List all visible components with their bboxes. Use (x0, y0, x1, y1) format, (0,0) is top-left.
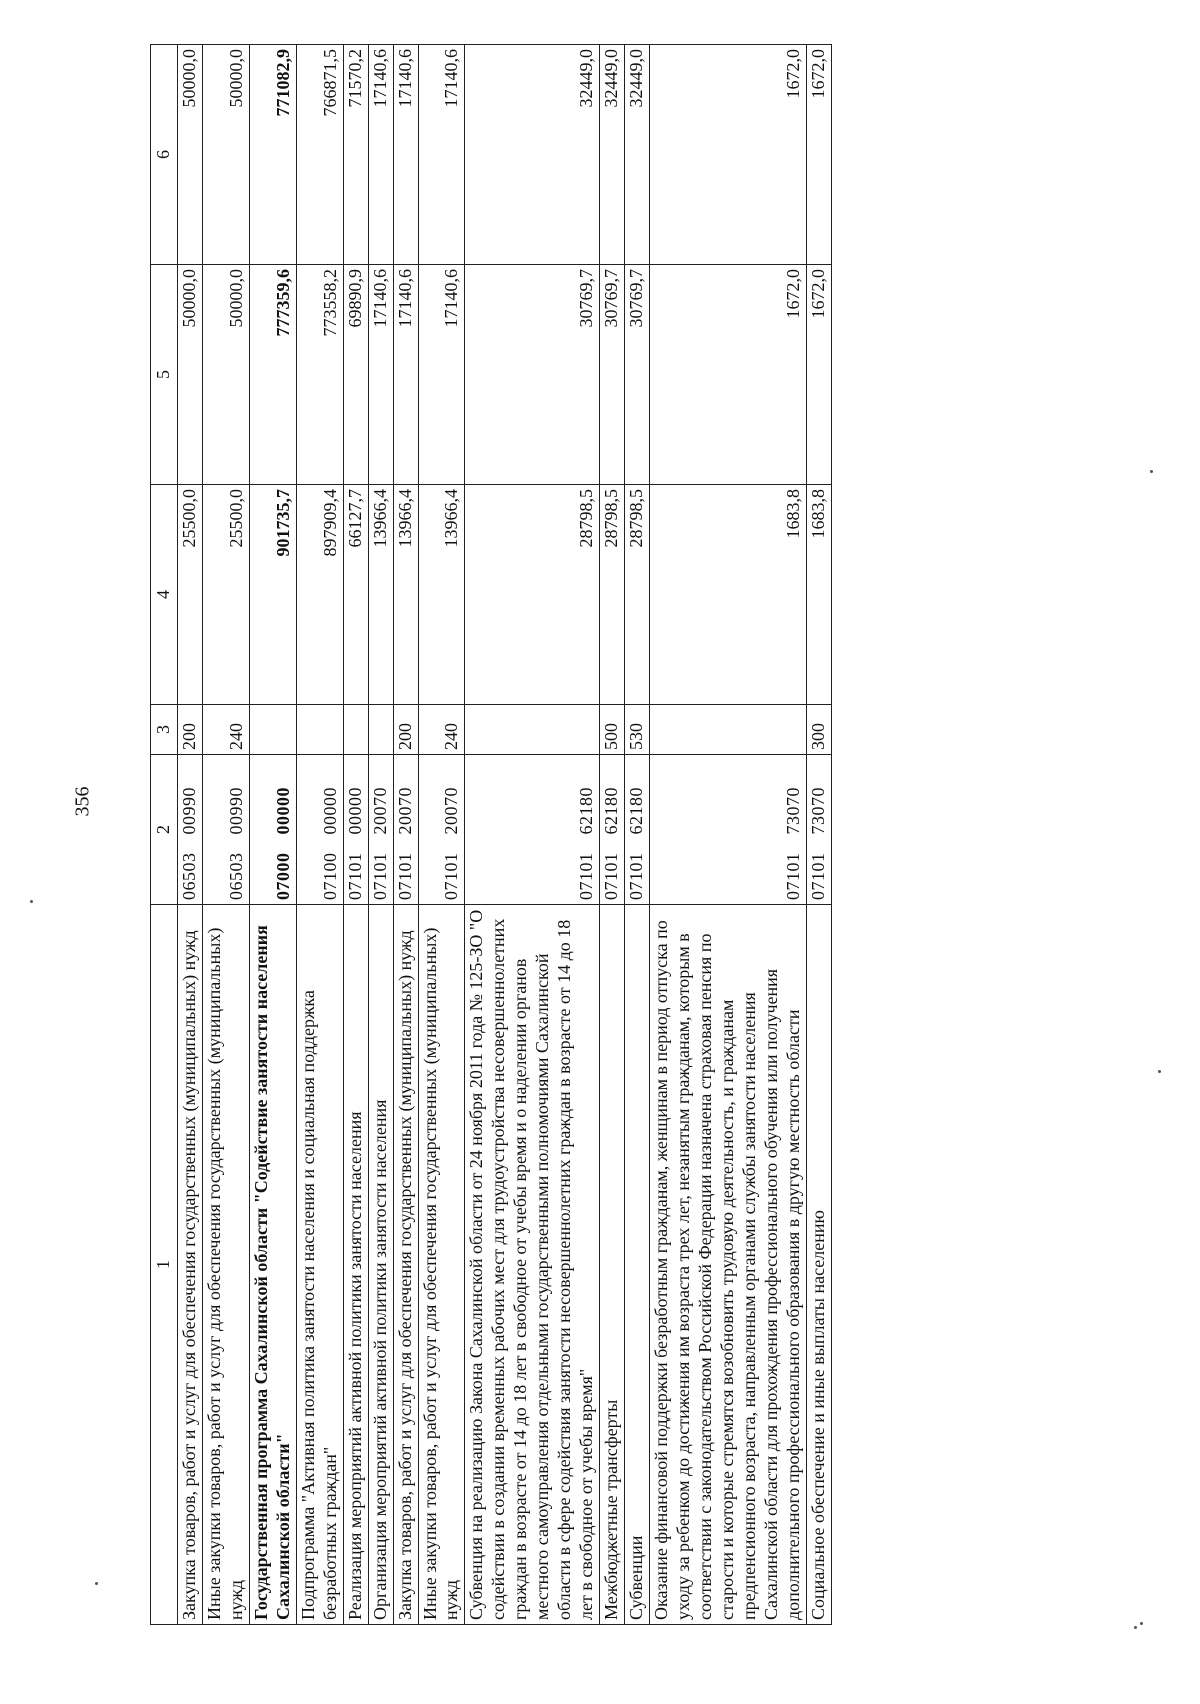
scan-speck (1150, 470, 1153, 473)
header-row (151, 45, 178, 1625)
code-part-2: 62180 (626, 787, 647, 835)
header-col-2: 2 (151, 755, 178, 905)
table-body (178, 45, 832, 1625)
header-col-6: 6 (151, 45, 178, 265)
row-value-col6: 1672,0 (806, 45, 831, 265)
code-part-2: 00000 (319, 787, 340, 835)
row-type-cell: 300 (806, 705, 831, 755)
row-name-cell: Закупка товаров, работ и услуг для обеспечения государственных (муниципальных) нужд (393, 905, 418, 1625)
row-value-col4: 1683,8 (806, 485, 831, 705)
row-name-cell: Оказание финансовой поддержки безработным гражданам, женщинам в период отпуска по уходу за ребенком до достижения им возраста трех лет, незанятым гражданам, которым в соответствии с законодательством Российской Федерации назначена страховая пенсия по старости и которые стремятся возобновить трудовую деятельность, и гражданам предпенсионного возраста, направленным органами службы занятости населения Сахалинской области для прохождения профессионального обучения или получения дополнительного профессионального образования в другую местность области (650, 905, 807, 1625)
row-value-col4: 25500,0 (178, 485, 203, 705)
row-type-cell: 500 (600, 705, 625, 755)
row-value-col5: 30769,7 (600, 265, 625, 485)
row-value-col6: 17140,6 (393, 45, 418, 265)
header-col-1: 1 (151, 905, 178, 1625)
row-value-col5: 1672,0 (806, 265, 831, 485)
row-code-cell (625, 755, 650, 905)
row-value-col4: 25500,0 (202, 485, 249, 705)
row-name-cell: Межбюджетные трансферты (600, 905, 625, 1625)
row-code-cell (368, 755, 393, 905)
row-value-col5: 17140,6 (368, 265, 393, 485)
row-type-cell (650, 705, 807, 755)
row-value-col6: 1672,0 (650, 45, 807, 265)
code-part-2: 73070 (782, 787, 803, 835)
code-part-1: 07101 (576, 852, 597, 900)
code-part-1: 07101 (807, 852, 828, 900)
code-part-2: 00990 (179, 787, 199, 835)
row-value-col6: 32449,0 (625, 45, 650, 265)
row-name-cell: Подпрограмма "Активная политика занятости населения и социальная поддержка безработных граждан" (296, 905, 343, 1625)
row-code-cell (806, 755, 831, 905)
code-part-2: 00990 (225, 787, 246, 835)
row-type-cell: 240 (418, 705, 465, 755)
row-value-col4: 13966,4 (393, 485, 418, 705)
row-code-cell (202, 755, 249, 905)
row-type-cell (368, 705, 393, 755)
row-value-col4: 13966,4 (368, 485, 393, 705)
table-row (600, 45, 625, 1625)
row-value-col6: 32449,0 (600, 45, 625, 265)
code-part-1: 07100 (319, 852, 340, 900)
row-value-col5: 17140,6 (393, 265, 418, 485)
table-row (178, 45, 203, 1625)
code-part-2: 00000 (344, 787, 365, 835)
row-code-cell (465, 755, 600, 905)
table-row (393, 45, 418, 1625)
row-name-cell: Субвенции (625, 905, 650, 1625)
row-type-cell: 200 (178, 705, 203, 755)
row-value-col5: 50000,0 (202, 265, 249, 485)
row-type-cell: 530 (625, 705, 650, 755)
row-name-cell: Закупка товаров, работ и услуг для обеспечения государственных (муниципальных) нужд (178, 905, 203, 1625)
row-value-col6: 71570,2 (343, 45, 368, 265)
row-value-col4: 13966,4 (418, 485, 465, 705)
row-type-cell (343, 705, 368, 755)
row-value-col4: 28798,5 (625, 485, 650, 705)
row-type-cell (296, 705, 343, 755)
code-part-1: 07101 (441, 852, 462, 900)
scan-speck (1134, 1626, 1137, 1629)
row-name-cell: Реализация мероприятий активной политики занятости населения (343, 905, 368, 1625)
code-part-2: 62180 (601, 787, 622, 835)
row-value-col4: 28798,5 (600, 485, 625, 705)
row-value-col6: 17140,6 (368, 45, 393, 265)
table-row (368, 45, 393, 1625)
page-number: 356 (71, 786, 94, 817)
row-name-cell: Иные закупки товаров, работ и услуг для обеспечения государственных (муниципальных) нужд (418, 905, 465, 1625)
code-part-1: 07101 (369, 852, 390, 900)
row-code-cell (600, 755, 625, 905)
row-value-col6: 771082,9 (249, 45, 296, 265)
row-code-cell (178, 755, 203, 905)
code-part-2: 62180 (576, 787, 597, 835)
row-value-col6: 50000,0 (178, 45, 203, 265)
row-value-col6: 50000,0 (202, 45, 249, 265)
code-part-1: 07000 (272, 852, 293, 900)
row-value-col5: 69890,9 (343, 265, 368, 485)
code-part-1: 07101 (782, 852, 803, 900)
code-part-1: 07101 (394, 852, 415, 900)
row-value-col4: 66127,7 (343, 485, 368, 705)
row-value-col5: 30769,7 (625, 265, 650, 485)
table-row (625, 45, 650, 1625)
scan-speck (1140, 1622, 1143, 1625)
row-type-cell (249, 705, 296, 755)
budget-table (150, 44, 832, 1625)
row-type-cell: 240 (202, 705, 249, 755)
row-value-col5: 773558,2 (296, 265, 343, 485)
code-part-2: 20070 (394, 787, 415, 835)
row-value-col6: 17140,6 (418, 45, 465, 265)
row-name-cell: Социальное обеспечение и иные выплаты населению (806, 905, 831, 1625)
table-row (806, 45, 831, 1625)
code-part-2: 20070 (369, 787, 390, 835)
scan-speck (95, 1582, 98, 1585)
row-value-col4: 897909,4 (296, 485, 343, 705)
code-part-2: 20070 (441, 787, 462, 835)
row-type-cell: 200 (393, 705, 418, 755)
row-value-col6: 32449,0 (465, 45, 600, 265)
header-col-5: 5 (151, 265, 178, 485)
row-value-col4: 901735,7 (249, 485, 296, 705)
row-value-col5: 50000,0 (178, 265, 203, 485)
row-name-cell: Организация мероприятий активной политики занятости населения (368, 905, 393, 1625)
table-row (343, 45, 368, 1625)
table-row (418, 45, 465, 1625)
table-row (465, 45, 600, 1625)
row-code-cell (343, 755, 368, 905)
header-col-4: 4 (151, 485, 178, 705)
code-part-1: 06503 (179, 852, 199, 900)
row-name-cell: Иные закупки товаров, работ и услуг для обеспечения государственных (муниципальных) нужд (202, 905, 249, 1625)
code-part-1: 07101 (626, 852, 647, 900)
row-name-cell: Государственная программа Сахалинской области "Содействие занятости населения Сахалинской области" (249, 905, 296, 1625)
row-code-cell (249, 755, 296, 905)
row-type-cell (465, 705, 600, 755)
row-value-col5: 30769,7 (465, 265, 600, 485)
row-name-cell: Субвенция на реализацию Закона Сахалинской области от 24 ноября 2011 года № 125-ЗО "О содействии в создании временных рабочих мест для трудоустройства несовершеннолетних граждан в возрасте от 14 до 18 лет в свободное от учебы время и о наделении органов местного самоуправления отдельными государственными полномочиями Сахалинской области в сфере содействия занятости несовершеннолетних граждан в возрасте от 14 до 18 лет в свободное от учебы время" (465, 905, 600, 1625)
row-value-col4: 28798,5 (465, 485, 600, 705)
table-row (650, 45, 807, 1625)
row-code-cell (418, 755, 465, 905)
row-value-col4: 1683,8 (650, 485, 807, 705)
code-part-2: 73070 (807, 787, 828, 835)
budget-table-container (150, 45, 1100, 1625)
header-col-3: 3 (151, 705, 178, 755)
row-value-col5: 17140,6 (418, 265, 465, 485)
table-row (249, 45, 296, 1625)
table-row (202, 45, 249, 1625)
row-code-cell (296, 755, 343, 905)
code-part-1: 07101 (601, 852, 622, 900)
row-value-col6: 766871,5 (296, 45, 343, 265)
row-code-cell (650, 755, 807, 905)
table-row (296, 45, 343, 1625)
code-part-2: 00000 (272, 787, 293, 835)
scan-speck (1158, 1070, 1161, 1073)
code-part-1: 07101 (344, 852, 365, 900)
code-part-1: 06503 (225, 852, 246, 900)
row-value-col5: 777359,6 (249, 265, 296, 485)
row-code-cell (393, 755, 418, 905)
row-value-col5: 1672,0 (650, 265, 807, 485)
scan-speck (30, 900, 33, 903)
